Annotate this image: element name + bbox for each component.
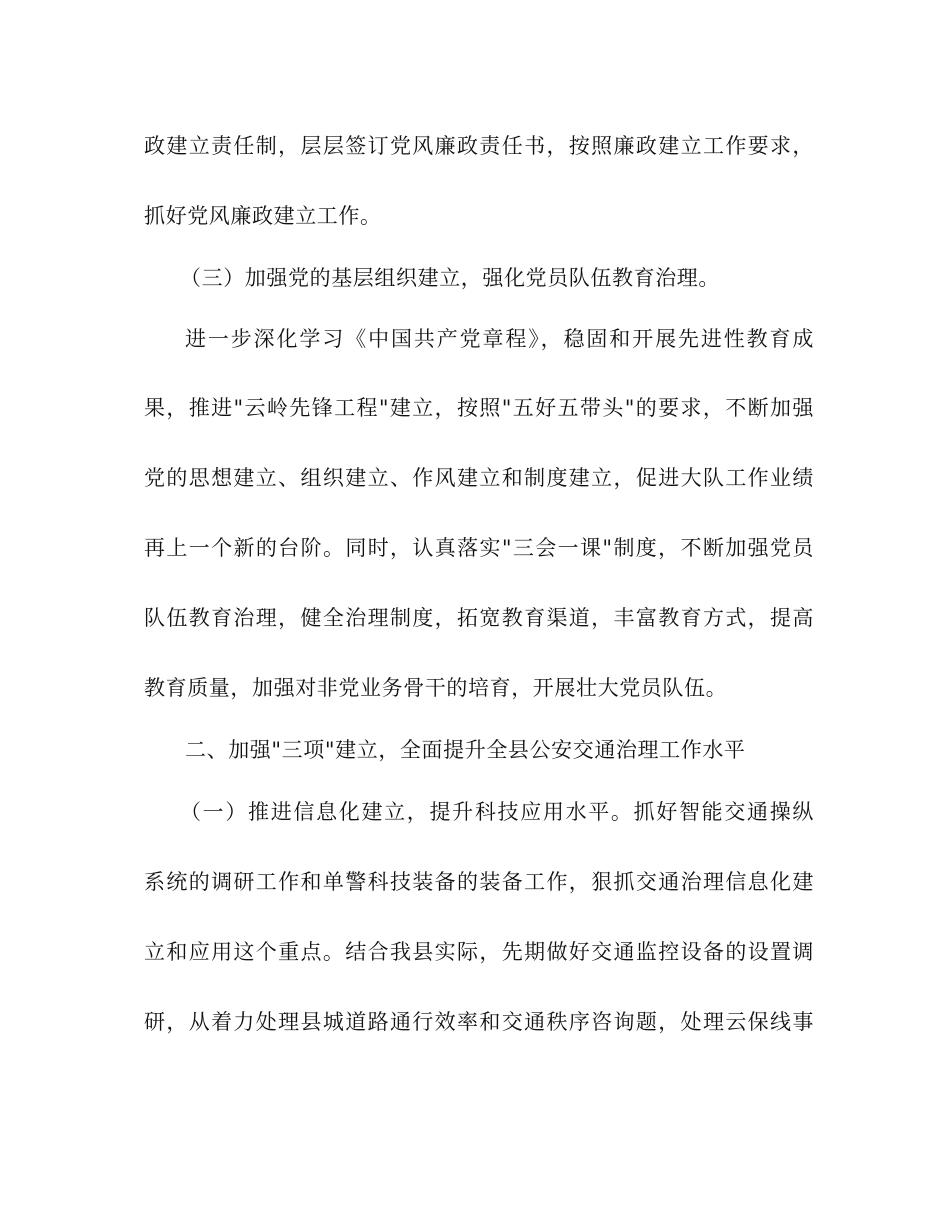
text-line-14: 研，从着力处理县城道路通行效率和交通秩序咨询题，处理云保线事: [144, 1010, 814, 1034]
text-line-4: 进一步深化学习《中国共产党章程》，稳固和开展先进性教育成: [185, 327, 814, 351]
section-heading-main: 二、加强"三项"建立，全面提升全县公安交通治理工作水平: [185, 738, 746, 762]
text-line-13: 立和应用这个重点。结合我县实际，先期做好交通监控设备的设置调: [144, 940, 814, 964]
text-line-9: 教育质量，加强对非党业务骨干的培育，开展壮大党员队伍。: [144, 676, 728, 700]
text-line-12: 系统的调研工作和单警科技装备的装备工作，狠抓交通治理信息化建: [144, 870, 814, 894]
text-line-7: 再上一个新的台阶。同时，认真落实"三会一课"制度，不断加强党员: [144, 536, 814, 560]
text-line-1: 政建立责任制，层层签订党风廉政责任书，按照廉政建立工作要求，: [144, 134, 814, 158]
text-line-8: 队伍教育治理，健全治理制度，拓宽教育渠道，丰富教育方式，提高: [144, 606, 814, 630]
text-line-2: 抓好党风廉政建立工作。: [144, 204, 382, 228]
text-line-6: 党的思想建立、组织建立、作风建立和制度建立，促进大队工作业绩: [144, 466, 814, 490]
section-heading-3: （三）加强党的基层组织建立，强化党员队伍教育治理。: [180, 266, 720, 290]
text-line-11: （一）推进信息化建立，提升科技应用水平。抓好智能交通操纵: [180, 800, 814, 824]
text-line-5: 果，推进"云岭先锋工程"建立，按照"五好五带头"的要求，不断加强: [144, 396, 814, 420]
